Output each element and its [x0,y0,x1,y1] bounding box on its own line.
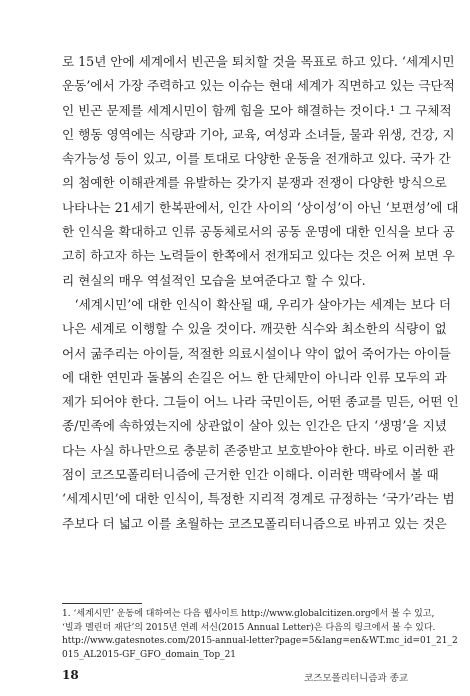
text-line: 주보다 더 넓고 이를 초월하는 코즈모폴리터니즘으로 바뀌고 있는 것은 [62,515,447,531]
text-line: 속가능성 등이 있고, 이를 토대로 다양한 운동을 전개하고 있다. 국가 간 [62,151,451,167]
text-line: 나타나는 21세기 한복판에서, 인간 사이의 ‘상이성’이 아닌 ‘보편성’에 대 [62,199,459,215]
running-title: 코즈모폴리터니즘과 종교 [304,673,408,684]
footnote-line: 1. ‘세계시민’ 운동에 대하여는 다음 웹사이트 http://www.globalcitizen.org에서 볼 수 있고, [62,609,435,619]
text-line: 다는 사실 하나만으로 충분히 존중받고 보호받아야 한다. 바로 이러한 관 [62,442,455,458]
text-line: 인 빈곤 문제를 세계시민이 함께 힘을 모아 해결하는 것이다.¹ 그 구체적 [62,102,452,118]
footnote-divider [62,603,142,604]
footnote-line: 015_AL2015-GF_GFO_domain_Top_21 [62,649,237,660]
page-footer [62,668,408,684]
text-line: ‘세계시민’에 대한 인식이 확산될 때, 우리가 살아가는 세계는 보다 더 [62,296,452,312]
body-text [62,50,459,536]
text-line: 인 행동 영역에는 식량과 기아, 교육, 여성과 소녀들, 물과 위생, 건강, 지 [62,126,455,142]
text-line: 종/민족에 속하였는지에 상관없이 살아 있는 인간은 단지 ‘생명’을 지녔 [62,418,447,434]
footnote-line: ‘빌과 멜린더 재단’의 2015년 연례 서신(2015 Annual Letter)은 다음의 링크에서 볼 수 있다. [62,622,436,633]
text-line: 고히 하고자 하는 노력들이 한쪽에서 전개되고 있다는 것은 어쩌 보면 우 [62,248,455,264]
text-line: 에 대한 연민과 돌봄의 손길은 어느 한 단체만이 아니라 인류 모두의 과 [62,369,447,385]
footnotes [62,603,458,662]
page-number: 18 [62,668,79,682]
text-line: ‘세계시민’에 대한 인식이, 특정한 지리적 경계로 규정하는 ‘국가’라는 범 [62,491,455,507]
text-line: 로 15년 안에 세계에서 빈곤을 퇴치할 것을 목표로 하고 있다. ‘세계시민 [62,54,455,69]
text-line: 의 첨예한 이해관계를 유발하는 갖가지 분쟁과 전쟁이 다양한 방식으로 [62,175,447,191]
footnote-line: http://www.gatesnotes.com/2015-annual-letter?page=5&lang=en&WT.mc_id=01_21_2 [62,636,458,646]
text-line: 나은 세계로 이행할 수 있을 것이다. 깨끗한 식수와 최소한의 식량이 없 [62,321,447,337]
text-line: 한 인식을 확대하고 인류 공동체로서의 공동 운명에 대한 인식을 보다 공 [62,224,455,240]
text-line: 어서 굶주리는 아이들, 적절한 의료시설이나 약이 없어 죽어가는 아이들 [62,345,451,361]
text-line: 제가 되어야 한다. 그들이 어느 나라 국민이든, 어떤 종교를 믿든, 어떤 인 [62,394,459,410]
text-line: 운동’에서 가장 주력하고 있는 이슈는 현대 세계가 직면하고 있는 극단적 [62,78,455,94]
text-line: 리 현실의 매우 역설적인 모습을 보여준다고 할 수 있다. [62,272,366,288]
text-line: 점이 코즈모폴리터니즘에 근거한 인간 이해다. 이러한 맥락에서 볼 때 [62,467,439,483]
